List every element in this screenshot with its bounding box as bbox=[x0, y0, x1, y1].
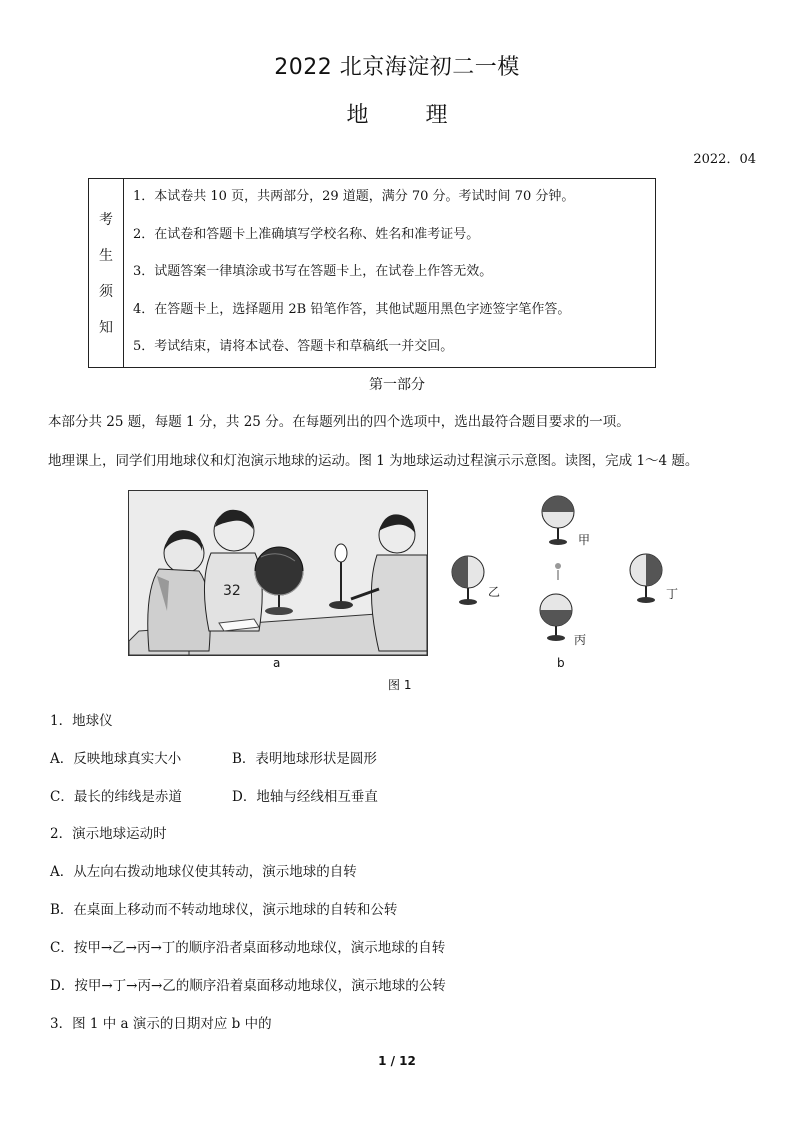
question-option: B．表明地球形状是圆形 bbox=[232, 751, 377, 767]
figure-caption: 图 1 bbox=[388, 678, 412, 692]
lamp-icon bbox=[555, 563, 561, 580]
notice-heading-char: 知 bbox=[99, 320, 113, 336]
question-option: A．从左向右拨动地球仪使其转动，演示地球的自转 bbox=[50, 864, 357, 880]
question-option: D．地轴与经线相互垂直 bbox=[232, 789, 378, 805]
notice-heading-char: 生 bbox=[99, 248, 113, 264]
section-intro: 本部分共 25 题，每题 1 分，共 25 分。在每题列出的四个选项中，选出最符合题目要求的一项。 bbox=[48, 414, 630, 430]
figure-b-globes bbox=[440, 488, 700, 648]
question-context: 地理课上，同学们用地球仪和灯泡演示地球的运动。图 1 为地球运动过程演示示意图。读图，完成 1～4 题。 bbox=[48, 453, 699, 469]
classroom-scene-image bbox=[129, 491, 427, 655]
question-option: A．反映地球真实大小 bbox=[50, 751, 182, 767]
notice-item: 5．考试结束，请将本试卷、答题卡和草稿纸一并交回。 bbox=[133, 339, 454, 354]
globe-icon bbox=[630, 554, 662, 603]
globe-label-bing: 丙 bbox=[574, 633, 587, 647]
globe-label-ding: 丁 bbox=[666, 587, 679, 601]
question-stem: 3．图 1 中 a 演示的日期对应 b 中的 bbox=[50, 1016, 272, 1032]
question-stem: 2．演示地球运动时 bbox=[50, 826, 167, 842]
notice-heading bbox=[89, 179, 124, 367]
question-stem: 1．地球仪 bbox=[50, 713, 113, 729]
notice-item: 3．试题答案一律填涂或书写在答题卡上，在试卷上作答无效。 bbox=[133, 264, 493, 279]
exam-date: 2022．04 bbox=[693, 152, 756, 167]
notice-item: 1．本试卷共 10 页，共两部分，29 道题，满分 70 分。考试时间 70 分钟。 bbox=[133, 189, 575, 204]
figure-a-illustration bbox=[128, 490, 428, 656]
figure-b-label: b bbox=[557, 656, 565, 670]
exam-notice-box bbox=[88, 178, 656, 368]
globe-label-jia: 甲 bbox=[578, 533, 591, 547]
page-title: 2022 北京海淀初二一模 bbox=[274, 55, 520, 80]
globe-label-yi: 乙 bbox=[488, 585, 501, 599]
section-title: 第一部分 bbox=[369, 377, 425, 393]
notice-item: 2．在试卷和答题卡上准确填写学校名称、姓名和准考证号。 bbox=[133, 226, 480, 242]
globe-icon bbox=[452, 556, 484, 605]
question-option: C．最长的纬线是赤道 bbox=[50, 789, 182, 805]
question-option: C．按甲→乙→丙→丁的顺序沿者桌面移动地球仪，演示地球的自转 bbox=[50, 940, 446, 956]
notice-heading-char: 考 bbox=[99, 212, 113, 228]
subject-title: 地 理 bbox=[346, 103, 448, 128]
question-option: B．在桌面上移动而不转动地球仪，演示地球的自转和公转 bbox=[50, 902, 398, 918]
figure-a-label: a bbox=[273, 656, 281, 670]
question-option: D．按甲→丁→丙→乙的顺序沿着桌面移动地球仪，演示地球的公转 bbox=[50, 978, 446, 994]
jersey-number: 32 bbox=[223, 583, 241, 599]
globe-icon bbox=[540, 594, 572, 641]
notice-list bbox=[133, 185, 574, 373]
globe-icon bbox=[542, 496, 574, 545]
globe-positions-diagram bbox=[440, 488, 700, 648]
notice-item: 4．在答题卡上，选择题用 2B 铅笔作答，其他试题用黑色字迹签字笔作答。 bbox=[133, 301, 571, 317]
page-number: 1 / 12 bbox=[378, 1054, 416, 1068]
notice-heading-char: 须 bbox=[99, 284, 113, 300]
